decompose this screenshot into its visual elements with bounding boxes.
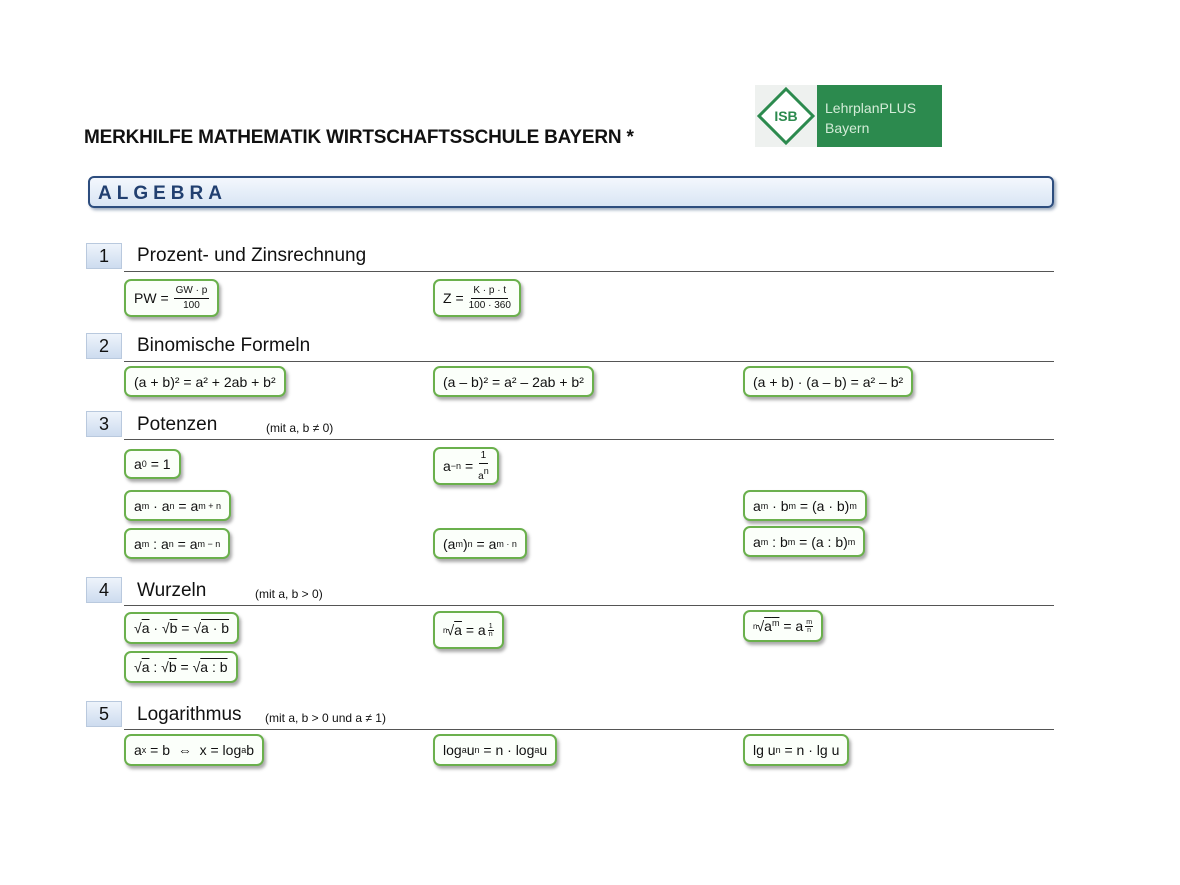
formula-power-zero: a 0 = 1 <box>124 449 181 479</box>
document-title: MERKHILFE MATHEMATIK WIRTSCHAFTSSCHULE BAYERN * <box>84 127 634 148</box>
formula-power-of-power: (a m ) n = a m · n <box>433 528 527 559</box>
formula-prozentwert <box>124 279 219 317</box>
formula-power-negative-fraction: $\frac{1}{a^n}$ <box>478 449 489 482</box>
formula-root-product: √ a · √ b = √ a · b <box>124 612 239 644</box>
algebra-banner <box>88 176 1054 208</box>
section-2-divider <box>124 361 1054 362</box>
section-5-title: Logarithmus <box>137 704 242 725</box>
section-3-title: Potenzen <box>137 414 218 435</box>
section-2-title: Binomische Formeln <box>137 335 311 356</box>
formula-z-denominator: 100 · 360 <box>468 299 511 311</box>
section-3-number: 3 <box>86 411 122 437</box>
section-4-number: 4 <box>86 577 122 603</box>
formula-power-product: a m · a n = a m + n <box>124 490 231 521</box>
formula-root-quotient: √ a : √ b = √ a : b <box>124 651 238 683</box>
formula-z-lhs: Z = <box>443 290 464 306</box>
logo-line-2: Bayern <box>825 120 870 136</box>
formula-lg-power: lg u n = n · lg u <box>743 734 849 766</box>
section-3-note: (mit a, b ≠ 0) <box>266 421 334 435</box>
lehrplanplus-badge <box>817 85 942 147</box>
formula-z-numerator: K · p · t <box>471 285 508 299</box>
svg-text:ISB: ISB <box>774 108 798 124</box>
section-5-number: 5 <box>86 701 122 727</box>
isb-lehrplanplus-logo <box>755 85 942 147</box>
section-1-title: Prozent- und Zinsrechnung <box>137 245 367 266</box>
formula-pw-denominator: 100 <box>183 299 200 311</box>
formula-binomial-3: (a + b) · (a – b) = a² – b² <box>743 366 913 397</box>
section-4-title: Wurzeln <box>137 580 207 601</box>
isb-diamond-logo <box>755 85 817 147</box>
formula-power-quotient: a m : a n = a m − n <box>124 528 230 559</box>
section-4-note: (mit a, b > 0) <box>255 587 323 601</box>
formula-power-product-base: a m · b m = (a · b) m <box>743 490 867 521</box>
section-1-number: 1 <box>86 243 122 269</box>
section-2-number: 2 <box>86 333 122 359</box>
formula-zinsen <box>433 279 521 317</box>
formula-pw-fraction <box>174 285 210 312</box>
algebra-label: ALGEBRA <box>98 183 227 204</box>
formula-log-power: log a u n = n · log a u <box>433 734 557 766</box>
section-4-divider <box>124 605 1054 606</box>
section-5-note: (mit a, b > 0 und a ≠ 1) <box>265 711 386 725</box>
formula-pw-lhs: PW = <box>134 290 169 306</box>
formula-root-power: n √ a = a 1 n <box>433 611 504 649</box>
formula-pw-numerator: GW · p <box>174 285 210 299</box>
formula-root-general: n √ $a^m$ = a m n <box>743 610 823 642</box>
formula-binomial-1: (a + b)² = a² + 2ab + b² <box>124 366 286 397</box>
formula-z-fraction <box>469 285 511 312</box>
section-3-divider <box>124 439 1054 440</box>
section-5-divider <box>124 729 1054 730</box>
logo-line-1: LehrplanPLUS <box>825 100 917 116</box>
formula-log-definition: a x = b ⇔ x = log a b <box>124 734 264 766</box>
section-1-divider <box>124 271 1054 272</box>
formula-power-quotient-base: a m : b m = (a : b) m <box>743 526 865 557</box>
formula-power-negative: a −n = $\frac{1}{a^n}$ <box>433 447 499 485</box>
formula-binomial-2: (a – b)² = a² – 2ab + b² <box>433 366 594 397</box>
